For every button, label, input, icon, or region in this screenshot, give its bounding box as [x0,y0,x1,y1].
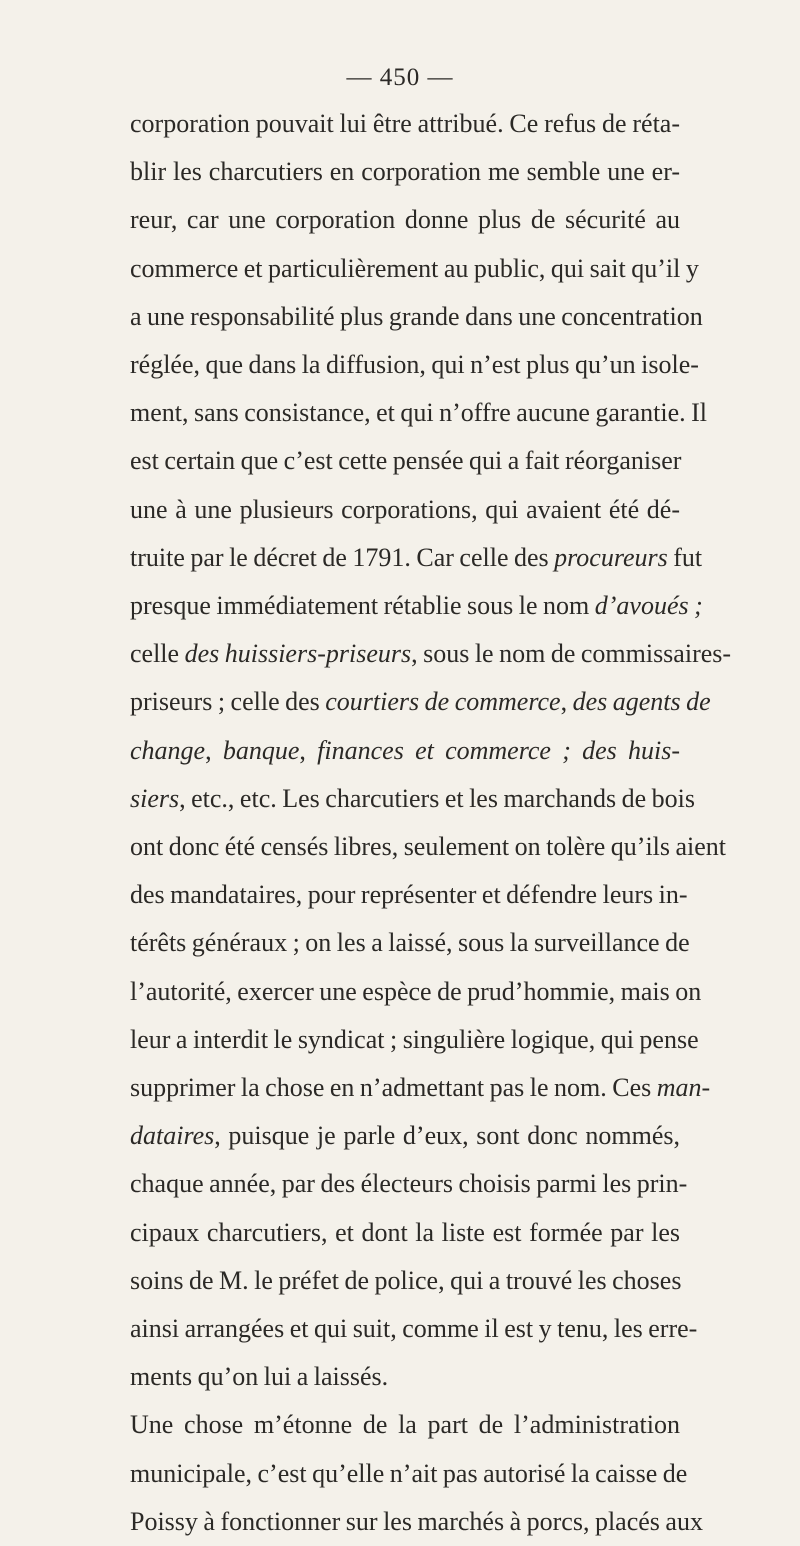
text-segment: ont donc été censés libres, seulement on tolère qu’ils aient [130,832,727,862]
text-line [130,100,680,148]
text-segment: ment, sans consistance, et qui n’offre aucune garantie. Il [130,398,708,428]
text-segment: , [205,735,223,765]
text-segment: est certain que c’est cette pensée qui a fait réorganiser [130,446,682,476]
text-segment: celle [130,639,185,669]
text-segment: réglée, que dans la diffusion, qui n’est plus qu’un isole- [130,350,699,380]
italic-term: finances et commerce ; des huis- [317,735,681,765]
text-line [130,1064,711,1112]
text-line [130,1305,698,1353]
text-segment: cipaux charcutiers, et dont la liste est formée par les [130,1217,680,1247]
text-line [130,678,711,726]
text-line [130,630,732,678]
text-segment: commerce et particulièrement au public, qui sait qu’il y [130,253,699,283]
text-segment: chaque année, par des électeurs choisis parmi les prin- [130,1169,688,1199]
text-line [130,1450,688,1498]
page-number-header: — 450 — [346,64,454,91]
text-segment: reur, car une corporation donne plus de sécurité au [130,205,680,235]
italic-term: dataires [130,1121,215,1151]
text-segment: supprimer la chose en n’admettant pas le nom. Ces [130,1073,657,1103]
text-segment: térêts généraux ; on les a laissé, sous la surveillance de [130,928,690,958]
text-segment: presque immédiatement rétablie sous le nom [130,591,595,621]
italic-term: d’avoués ; [594,591,703,621]
text-segment: une à une plusieurs corporations, qui avaient été dé- [130,494,680,524]
text-segment: municipale, c’est qu’elle n’ait pas autorisé la caisse de [130,1458,688,1488]
text-segment: ments qu’on lui a laissés. [130,1362,389,1392]
text-line [130,1016,699,1064]
text-line [130,727,680,775]
text-line [130,823,727,871]
italic-term: change [130,735,206,765]
text-segment: priseurs ; celle des [130,687,326,717]
text-line [130,1401,680,1449]
text-segment: Une chose m’étonne de la part de l’administration [130,1410,680,1440]
text-line [130,1209,680,1257]
text-segment: a une responsabilité plus grande dans une concentration [130,301,703,331]
italic-term: des agents de [572,687,711,717]
text-segment: , puisque je parle d’eux, sont donc nommés, [214,1121,680,1151]
text-line [130,196,680,244]
italic-term: banque [222,735,300,765]
text-line [130,389,708,437]
text-segment: corporation pouvait lui être attribué. Ce refus de réta- [130,109,680,138]
text-line [130,1353,680,1401]
text-segment: leur a interdit le syndicat ; singulière logique, qui pense [130,1024,699,1054]
text-segment: truite par le décret de 1791. Car celle des [130,542,555,572]
text-line [130,968,702,1016]
text-segment: soins de M. le préfet de police, qui a trouvé les choses [130,1265,682,1295]
text-segment: l’autorité, exercer une espèce de prud’hommie, mais on [130,976,702,1006]
text-line [130,148,680,196]
italic-term: procureurs [554,542,668,572]
text-line [130,775,695,823]
text-segment: , [299,735,318,765]
body-text [130,100,732,1546]
text-line [130,582,703,630]
text-segment: , etc., etc. Les charcutiers et les marchands de bois [179,783,695,813]
text-line [130,437,680,485]
text-segment: ainsi arrangées et qui suit, comme il est y tenu, les erre- [130,1314,698,1344]
italic-term: man- [656,1073,711,1103]
text-segment: des mandataires, pour représenter et défendre leurs in- [130,880,688,910]
text-segment: , sous le nom de commissaires- [411,639,732,669]
text-line [130,1160,688,1208]
text-line [130,1257,680,1305]
italic-term: siers [130,783,180,813]
text-line [130,1112,680,1160]
italic-term: courtiers de commerce [325,687,561,717]
text-line [130,919,690,967]
text-segment: Poissy à fonctionner sur les marchés à porcs, placés aux [130,1506,703,1536]
text-segment: fut [667,542,703,572]
text-segment: , [560,687,573,717]
text-line [130,245,699,293]
text-line [130,486,680,534]
text-segment: blir les charcutiers en corporation me semble une er- [130,157,680,187]
text-line [130,293,703,341]
text-line [130,534,703,582]
text-line [130,341,699,389]
italic-term: des huissiers-priseurs [184,639,412,669]
text-line [130,1498,703,1546]
text-line [130,871,688,919]
